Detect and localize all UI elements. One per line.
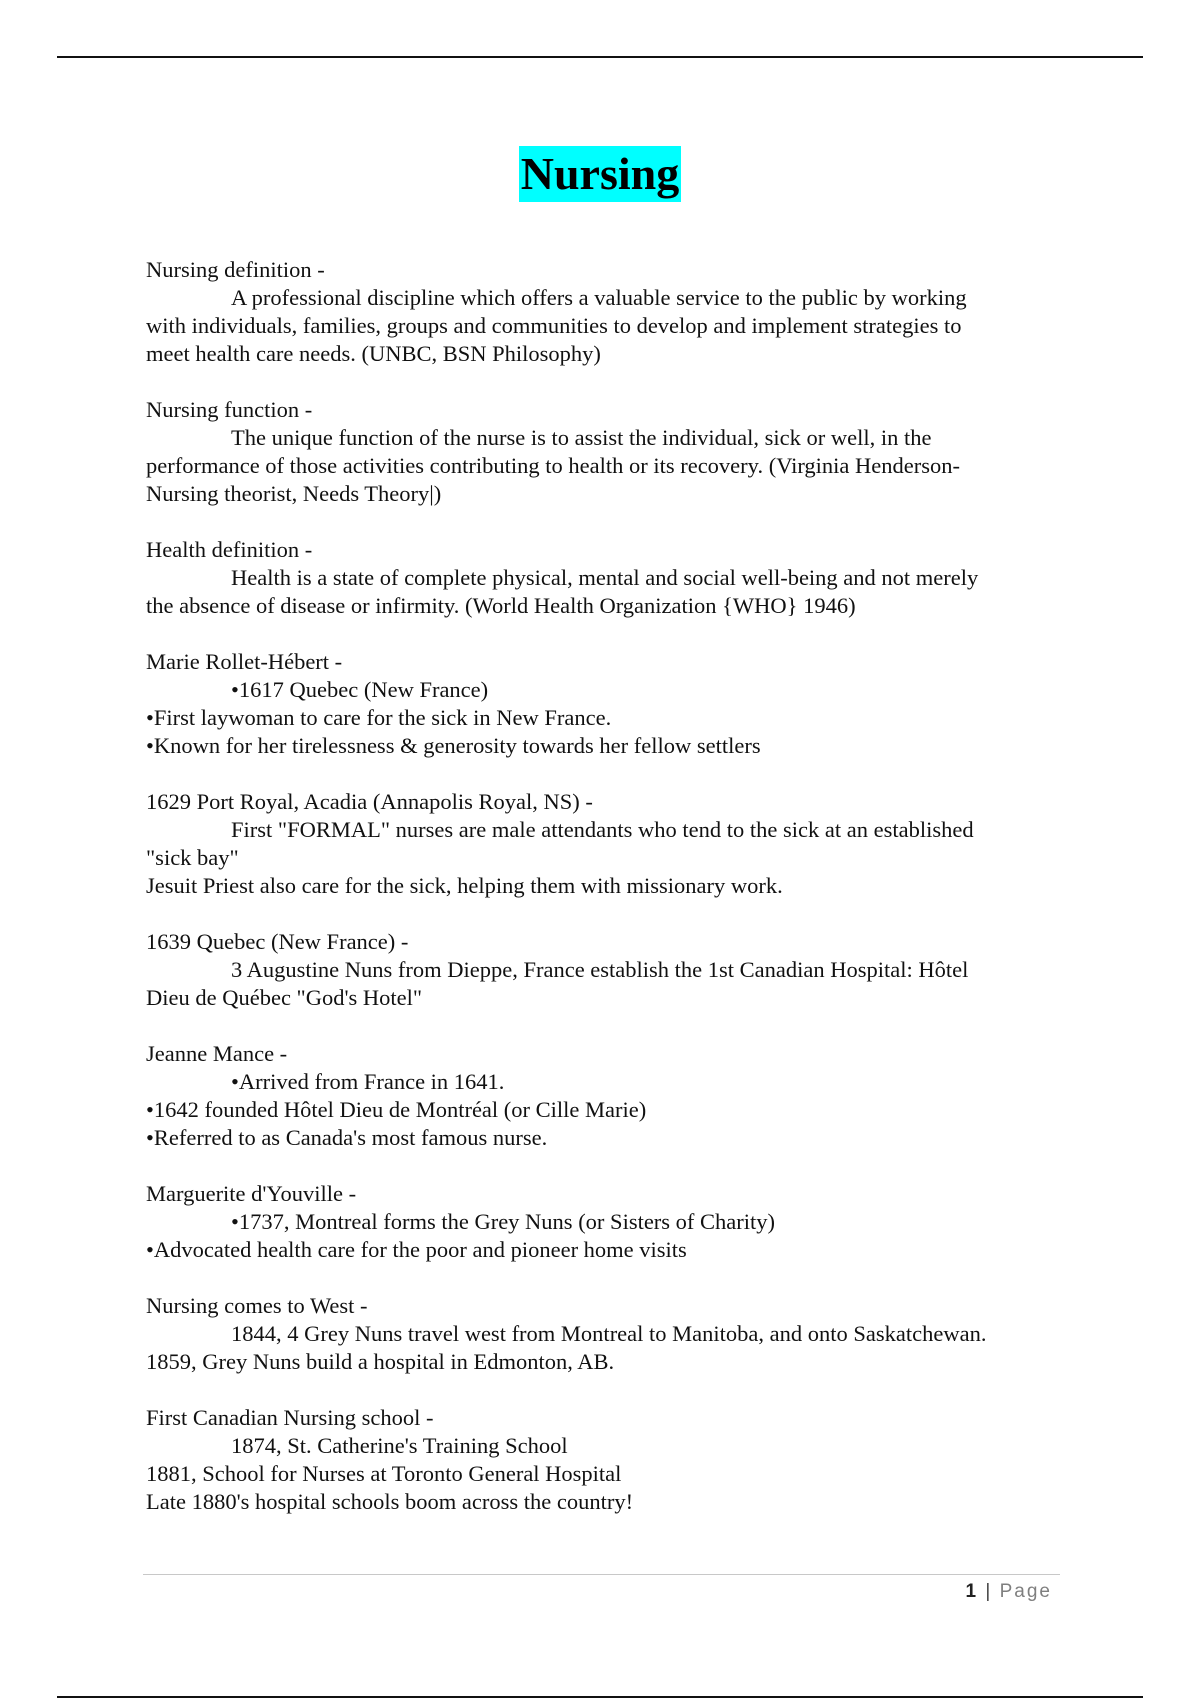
section-heading: Marguerite d'Youville - — [146, 1181, 357, 1206]
section-line: The unique function of the nurse is to assist the individual, sick or well, in the — [231, 425, 932, 450]
section — [146, 928, 1066, 1012]
section-line: •Referred to as Canada's most famous nurse. — [146, 1125, 548, 1150]
section-heading: 1639 Quebec (New France) - — [146, 929, 409, 954]
section-line: Nursing theorist, Needs Theory|) — [146, 481, 442, 506]
title-container — [0, 146, 1200, 202]
section-line: performance of those activities contributing to health or its recovery. (Virginia Henderson- — [146, 453, 961, 478]
section-line: with individuals, families, groups and communities to develop and implement strategies to — [146, 313, 962, 338]
section-heading: 1629 Port Royal, Acadia (Annapolis Royal, NS) - — [146, 789, 593, 814]
section-line: Jesuit Priest also care for the sick, helping them with missionary work. — [146, 873, 783, 898]
section — [146, 648, 1066, 760]
section — [146, 396, 1066, 508]
section — [146, 1180, 1066, 1264]
section-line: •Known for her tirelessness & generosity towards her fellow settlers — [146, 733, 761, 758]
document-title: Nursing — [519, 146, 681, 202]
section-line: the absence of disease or infirmity. (World Health Organization {WHO} 1946) — [146, 593, 856, 618]
section-line: meet health care needs. (UNBC, BSN Philosophy) — [146, 341, 601, 366]
page-label: Page — [999, 1581, 1052, 1602]
section — [146, 1040, 1066, 1152]
section-line: 1874, St. Catherine's Training School — [231, 1433, 568, 1458]
section-heading: First Canadian Nursing school - — [146, 1405, 434, 1430]
section — [146, 256, 1066, 368]
page-separator: | — [985, 1581, 993, 1602]
section-line: •1642 founded Hôtel Dieu de Montréal (or Cille Marie) — [146, 1097, 647, 1122]
section-line: Health is a state of complete physical, mental and social well-being and not merely — [231, 565, 979, 590]
section-line: •Advocated health care for the poor and pioneer home visits — [146, 1237, 687, 1262]
section-line: •First laywoman to care for the sick in New France. — [146, 705, 612, 730]
section-line: 1844, 4 Grey Nuns travel west from Montreal to Manitoba, and onto Saskatchewan. — [231, 1321, 987, 1346]
section — [146, 1404, 1066, 1516]
section-line: 1859, Grey Nuns build a hospital in Edmonton, AB. — [146, 1349, 615, 1374]
section — [146, 536, 1066, 620]
section-line: •Arrived from France in 1641. — [231, 1069, 505, 1094]
section-heading: Nursing comes to West - — [146, 1293, 368, 1318]
footer-rule — [143, 1574, 1060, 1575]
section — [146, 788, 1066, 900]
page-number: 1 — [965, 1581, 979, 1602]
document-body — [146, 256, 1066, 1544]
section-line: 1881, School for Nurses at Toronto General Hospital — [146, 1461, 622, 1486]
section-line: •1617 Quebec (New France) — [231, 677, 489, 702]
section-heading: Nursing function - — [146, 397, 313, 422]
section — [146, 1292, 1066, 1376]
section-heading: Jeanne Mance - — [146, 1041, 288, 1066]
section-line: A professional discipline which offers a valuable service to the public by working — [231, 285, 967, 310]
section-heading: Marie Rollet-Hébert - — [146, 649, 343, 674]
top-border-rule — [57, 56, 1143, 58]
section-heading: Health definition - — [146, 537, 313, 562]
section-line: Late 1880's hospital schools boom across the country! — [146, 1489, 634, 1514]
section-line: •1737, Montreal forms the Grey Nuns (or Sisters of Charity) — [231, 1209, 776, 1234]
section-line: First "FORMAL" nurses are male attendants who tend to the sick at an established — [231, 817, 974, 842]
section-line: 3 Augustine Nuns from Dieppe, France establish the 1st Canadian Hospital: Hôtel — [231, 957, 969, 982]
section-line: Dieu de Québec "God's Hotel" — [146, 985, 423, 1010]
section-line: "sick bay" — [146, 845, 239, 870]
page-footer — [800, 1580, 1052, 1604]
section-heading: Nursing definition - — [146, 257, 325, 282]
bottom-border-rule — [57, 1696, 1143, 1698]
